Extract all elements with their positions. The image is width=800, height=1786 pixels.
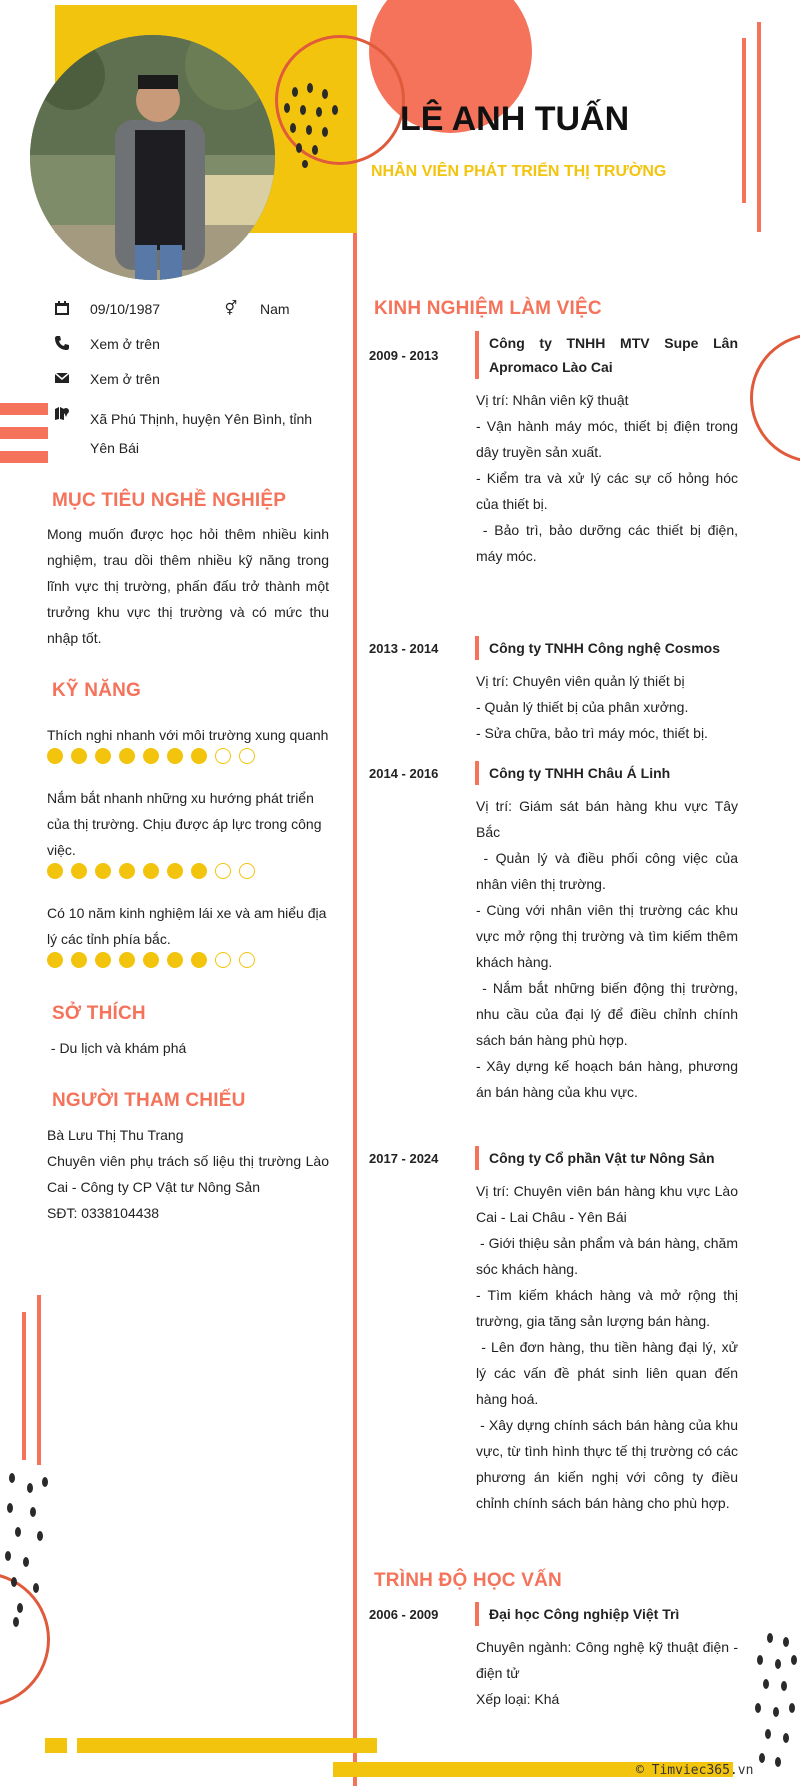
rating-dot — [95, 863, 111, 879]
rating-dot — [119, 748, 135, 764]
job-line: Vị trí: Chuyên viên bán hàng khu vực Lào Cai - Lai Châu - Yên Bái — [476, 1183, 738, 1225]
rating-dot — [71, 952, 87, 968]
job-1-period: 2009 - 2013 — [369, 348, 439, 363]
skill-2-rating — [47, 863, 255, 879]
email-icon — [53, 370, 71, 388]
skill-3-rating — [47, 952, 255, 968]
email: Xem ở trên — [90, 371, 160, 387]
rating-dot — [191, 863, 207, 879]
map-pin-icon — [53, 405, 71, 423]
education-1-school: Đại học Công nghiệp Việt Trì — [475, 1602, 738, 1626]
rating-dot — [215, 748, 231, 764]
job-2-company: Công ty TNHH Công nghệ Cosmos — [475, 636, 738, 660]
rating-dot — [119, 952, 135, 968]
rating-dot — [47, 863, 63, 879]
rating-dot — [143, 748, 159, 764]
job-line: - Lên đơn hàng, thu tiền hàng đại lý, xử lý các vấn đề phát sinh liên quan đến hàng hoá. — [476, 1339, 742, 1407]
deco-stripe-left-2 — [0, 427, 48, 439]
rating-dot — [239, 748, 255, 764]
job-2-period: 2013 - 2014 — [369, 641, 439, 656]
job-3-description — [476, 793, 742, 1105]
deco-bar-top-right-2 — [757, 22, 761, 232]
job-line: - Vận hành máy móc, thiết bị điện trong dây truyền sản xuất. — [476, 418, 738, 460]
reference-name: Bà Lưu Thị Thu Trang — [47, 1127, 184, 1143]
objective-text: Mong muốn được học hỏi thêm nhiều kinh nghiệm, trau dồi thêm nhiều kỹ năng trong lĩnh vực thị trường, phấn đấu trở thành một trưởng khu vực thị trường và có mức thu nhập tốt. — [47, 526, 329, 646]
rating-dot — [239, 863, 255, 879]
candidate-title: NHÂN VIÊN PHÁT TRIỂN THỊ TRƯỜNG — [371, 163, 667, 180]
job-2-description — [476, 668, 738, 746]
job-line: - Quản lý thiết bị của phân xưởng. — [476, 699, 689, 715]
education-line: Chuyên ngành: Công nghệ kỹ thuật điện - điện tử — [476, 1639, 738, 1681]
education-heading: TRÌNH ĐỘ HỌC VẤN — [374, 1570, 562, 1591]
deco-bar-top-right-1 — [742, 38, 746, 203]
job-line: - Xây dựng chính sách bán hàng của khu vực, từ tình hình thực tế thị trường có các phương án kiến nghị với công ty điều chỉnh chính sách bán hàng cho phù hợp. — [476, 1417, 742, 1511]
education-1-period: 2006 - 2009 — [369, 1607, 439, 1622]
skill-1-rating — [47, 748, 255, 764]
job-1-description — [476, 387, 742, 569]
job-line: - Cùng với nhân viên thị trường các khu vực mở rộng thị trường và tìm kiếm thêm khách hàng. — [476, 902, 738, 970]
job-4-description — [476, 1178, 742, 1516]
skill-3-text: Có 10 năm kinh nghiệm lái xe và am hiểu địa lý các tỉnh phía bắc. — [47, 905, 327, 947]
speckle-pattern-top — [275, 80, 345, 170]
main-vertical-divider — [353, 233, 357, 1786]
rating-dot — [215, 863, 231, 879]
rating-dot — [47, 952, 63, 968]
job-line: - Nắm bắt những biến động thị trường, nhu cầu của đại lý để điều chỉnh chính sách bán hàng phù hợp. — [476, 980, 742, 1048]
rating-dot — [95, 952, 111, 968]
birthday: 09/10/1987 — [90, 301, 161, 317]
job-line: - Tìm kiếm khách hàng và mở rộng thị trường, gia tăng sản lượng bán hàng. — [476, 1287, 738, 1329]
rating-dot — [71, 748, 87, 764]
watermark: © Timviec365.vn — [636, 1763, 754, 1778]
gender-icon: ⚥ — [224, 300, 238, 316]
job-line: - Sửa chữa, bảo trì máy móc, thiết bị. — [476, 725, 708, 741]
phone: Xem ở trên — [90, 336, 160, 352]
gender: Nam — [260, 301, 290, 317]
rating-dot — [239, 952, 255, 968]
phone-icon — [53, 335, 71, 353]
deco-bar-bottom-left-2 — [37, 1295, 41, 1465]
job-line: - Kiểm tra và xử lý các sự cố hỏng hóc của thiết bị. — [476, 470, 738, 512]
address: Xã Phú Thịnh, huyện Yên Bình, tỉnh Yên Bái — [90, 411, 313, 456]
rating-dot — [95, 748, 111, 764]
avatar — [30, 35, 275, 280]
skills-heading: KỸ NĂNG — [52, 680, 142, 701]
job-line: Vị trí: Nhân viên kỹ thuật — [476, 392, 629, 408]
hobbies-text: - Du lịch và khám phá — [47, 1040, 187, 1056]
rating-dot — [71, 863, 87, 879]
experience-heading: KINH NGHIỆM LÀM VIỆC — [374, 298, 602, 319]
education-line: Xếp loại: Khá — [476, 1691, 560, 1707]
job-3-company: Công ty TNHH Châu Á Linh — [475, 761, 738, 785]
job-4-company: Công ty Cổ phần Vật tư Nông Sản — [475, 1146, 738, 1170]
deco-circle-right — [750, 333, 800, 463]
speckle-pattern-bottom-left — [0, 1470, 55, 1630]
rating-dot — [167, 952, 183, 968]
rating-dot — [167, 748, 183, 764]
education-1-description — [476, 1634, 738, 1712]
rating-dot — [191, 748, 207, 764]
reference-position: Chuyên viên phụ trách số liệu thị trường Lào Cai - Công ty CP Vật tư Nông Sản — [47, 1153, 329, 1195]
candidate-name: LÊ ANH TUẤN — [400, 100, 630, 138]
job-line: - Giới thiệu sản phẩm và bán hàng, chăm sóc khách hàng. — [476, 1235, 742, 1277]
job-3-period: 2014 - 2016 — [369, 766, 439, 781]
job-4-period: 2017 - 2024 — [369, 1151, 439, 1166]
rating-dot — [47, 748, 63, 764]
job-line: - Quản lý và điều phối công việc của nhân viên thị trường. — [476, 850, 742, 892]
reference-phone: SĐT: 0338104438 — [47, 1205, 160, 1221]
deco-stripe-left-1 — [0, 403, 48, 415]
skill-2-text: Nắm bắt nhanh những xu hướng phát triển của thị trường. Chịu được áp lực trong công việc. — [47, 790, 322, 858]
deco-footer-bar-1 — [45, 1738, 67, 1753]
job-1-company: Công ty TNHH MTV Supe Lân Apromaco Lào Cai — [475, 331, 738, 379]
job-line: Vị trí: Chuyên viên quản lý thiết bị — [476, 673, 685, 689]
rating-dot — [215, 952, 231, 968]
rating-dot — [143, 952, 159, 968]
objective-heading: MỤC TIÊU NGHỀ NGHIỆP — [52, 490, 287, 511]
deco-footer-bar-2 — [77, 1738, 377, 1753]
deco-bar-bottom-left-1 — [22, 1312, 26, 1460]
deco-stripe-left-3 — [0, 451, 48, 463]
calendar-icon — [53, 300, 71, 318]
rating-dot — [191, 952, 207, 968]
speckle-pattern-bottom-right — [748, 1630, 800, 1780]
job-line: - Bảo trì, bảo dưỡng các thiết bị điện, máy móc. — [476, 522, 742, 564]
job-line: Vị trí: Giám sát bán hàng khu vực Tây Bắc — [476, 798, 738, 840]
hobbies-heading: SỞ THÍCH — [52, 1003, 146, 1024]
skill-1-text: Thích nghi nhanh với môi trường xung quanh — [47, 727, 329, 743]
rating-dot — [119, 863, 135, 879]
reference-heading: NGƯỜI THAM CHIẾU — [52, 1090, 246, 1111]
rating-dot — [143, 863, 159, 879]
rating-dot — [167, 863, 183, 879]
job-line: - Xây dựng kế hoạch bán hàng, phương án bán hàng của khu vực. — [476, 1058, 738, 1100]
